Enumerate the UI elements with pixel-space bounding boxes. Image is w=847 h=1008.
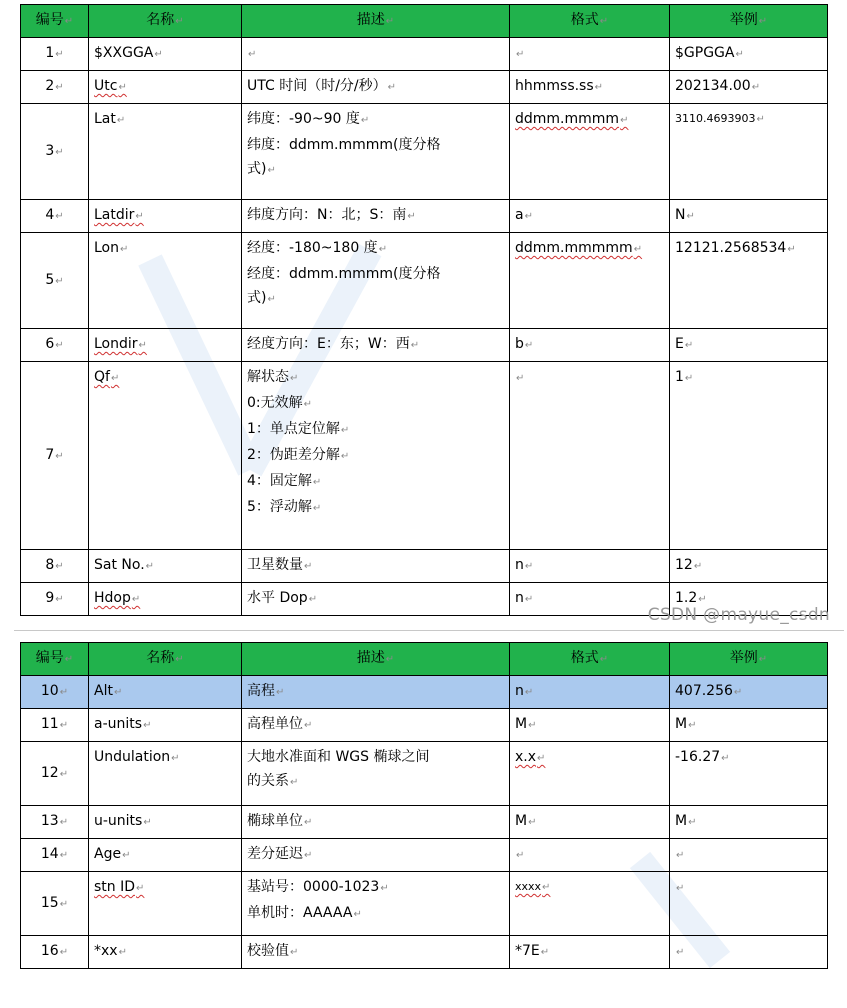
table-row bbox=[21, 872, 828, 936]
table-row bbox=[21, 550, 828, 583]
field-name: Londir ↵ bbox=[89, 329, 242, 362]
header-cell: 描述 ↵ bbox=[242, 5, 510, 38]
field-example bbox=[670, 839, 828, 872]
field-description: 卫星数量 ↵ bbox=[242, 550, 510, 583]
row-number: 9 ↵ bbox=[21, 583, 89, 616]
row-number: 12 ↵ bbox=[21, 742, 89, 806]
header-cell: 格式 ↵ bbox=[510, 643, 670, 676]
row-number: 4 ↵ bbox=[21, 200, 89, 233]
row-number: 16 ↵ bbox=[21, 936, 89, 969]
table-row bbox=[21, 839, 828, 872]
table-row bbox=[21, 329, 828, 362]
header-cell: 描述 ↵ bbox=[242, 643, 510, 676]
header-cell: 名称 ↵ bbox=[89, 5, 242, 38]
row-number: 14 ↵ bbox=[21, 839, 89, 872]
field-description: 差分延迟 ↵ bbox=[242, 839, 510, 872]
field-description: 椭球单位 ↵ bbox=[242, 806, 510, 839]
field-example: 1 ↵ bbox=[670, 362, 828, 550]
field-description: 经度：-180~180 度 ↵ 经度：ddmm.mmmm(度分格 式) ↵ bbox=[242, 233, 510, 329]
field-format: ddmm.mmmm ↵ bbox=[510, 104, 670, 200]
row-number: 3 ↵ bbox=[21, 104, 89, 200]
header-cell: 举例 ↵ bbox=[670, 643, 828, 676]
field-name: Qf ↵ bbox=[89, 362, 242, 550]
table-row bbox=[21, 936, 828, 969]
field-example: M ↵ bbox=[670, 709, 828, 742]
header-cell: 编号 ↵ bbox=[21, 643, 89, 676]
field-name: Hdop ↵ bbox=[89, 583, 242, 616]
field-name: Undulation ↵ bbox=[89, 742, 242, 806]
field-format: M ↵ bbox=[510, 806, 670, 839]
field-name: Lon ↵ bbox=[89, 233, 242, 329]
row-number: 15 ↵ bbox=[21, 872, 89, 936]
field-name: u-units ↵ bbox=[89, 806, 242, 839]
field-description: 纬度：-90~90 度 ↵ 纬度：ddmm.mmmm(度分格 式) ↵ bbox=[242, 104, 510, 200]
row-number: 10 ↵ bbox=[21, 676, 89, 709]
nmea-gga-table-part2 bbox=[20, 642, 828, 969]
header-cell: 编号 ↵ bbox=[21, 5, 89, 38]
row-number: 2 ↵ bbox=[21, 71, 89, 104]
row-number: 13 ↵ bbox=[21, 806, 89, 839]
field-description bbox=[242, 38, 510, 71]
field-example: M ↵ bbox=[670, 806, 828, 839]
table-row bbox=[21, 71, 828, 104]
table-row bbox=[21, 233, 828, 329]
field-example: 202134.00 ↵ bbox=[670, 71, 828, 104]
csdn-watermark: CSDN @mayue_csdn bbox=[647, 605, 830, 625]
field-format: ddmm.mmmmm ↵ bbox=[510, 233, 670, 329]
field-name: Utc ↵ bbox=[89, 71, 242, 104]
field-example: 3110.4693903 ↵ bbox=[670, 104, 828, 200]
nmea-gga-table-part1 bbox=[20, 4, 828, 616]
table-row-highlighted bbox=[21, 676, 828, 709]
field-description: 水平 Dop ↵ bbox=[242, 583, 510, 616]
field-example: N ↵ bbox=[670, 200, 828, 233]
field-description: 校验值 ↵ bbox=[242, 936, 510, 969]
field-description: UTC 时间（时/分/秒） ↵ bbox=[242, 71, 510, 104]
field-description: 基站号：0000-1023 ↵ 单机时：AAAAA ↵ bbox=[242, 872, 510, 936]
table-row bbox=[21, 806, 828, 839]
row-number: 6 ↵ bbox=[21, 329, 89, 362]
field-description: 解状态 ↵ 0:无效解 ↵ 1：单点定位解 ↵ 2：伪距差分解 ↵ 4：固定解 ↵ 5：浮动解 ↵ bbox=[242, 362, 510, 550]
table-row bbox=[21, 742, 828, 806]
field-format: hhmmss.ss ↵ bbox=[510, 71, 670, 104]
header-cell: 名称 ↵ bbox=[89, 643, 242, 676]
field-example: -16.27 ↵ bbox=[670, 742, 828, 806]
row-number: 5 ↵ bbox=[21, 233, 89, 329]
table-row bbox=[21, 709, 828, 742]
row-number: 11 ↵ bbox=[21, 709, 89, 742]
table-row bbox=[21, 200, 828, 233]
field-example: $GPGGA ↵ bbox=[670, 38, 828, 71]
field-format: n ↵ bbox=[510, 676, 670, 709]
field-format bbox=[510, 839, 670, 872]
table-row bbox=[21, 104, 828, 200]
field-example bbox=[670, 936, 828, 969]
field-name: Alt ↵ bbox=[89, 676, 242, 709]
field-format: M ↵ bbox=[510, 709, 670, 742]
field-format: b ↵ bbox=[510, 329, 670, 362]
field-format bbox=[510, 38, 670, 71]
header-cell: 格式 ↵ bbox=[510, 5, 670, 38]
field-format: *7E ↵ bbox=[510, 936, 670, 969]
field-format: x.x ↵ bbox=[510, 742, 670, 806]
field-example: 1.2 ↵ bbox=[670, 583, 828, 616]
field-description: 纬度方向：N：北；S：南 ↵ bbox=[242, 200, 510, 233]
field-name: $XXGGA ↵ bbox=[89, 38, 242, 71]
field-format: a ↵ bbox=[510, 200, 670, 233]
field-name: stn ID ↵ bbox=[89, 872, 242, 936]
field-name: Age ↵ bbox=[89, 839, 242, 872]
field-format: xxxx ↵ bbox=[510, 872, 670, 936]
header-cell: 举例 ↵ bbox=[670, 5, 828, 38]
table-row bbox=[21, 38, 828, 71]
field-name: Lat ↵ bbox=[89, 104, 242, 200]
field-format: n ↵ bbox=[510, 583, 670, 616]
field-description: 高程 ↵ bbox=[242, 676, 510, 709]
table-row bbox=[21, 362, 828, 550]
field-description: 高程单位 ↵ bbox=[242, 709, 510, 742]
field-format: n ↵ bbox=[510, 550, 670, 583]
row-number: 7 ↵ bbox=[21, 362, 89, 550]
field-name: a-units ↵ bbox=[89, 709, 242, 742]
field-name: *xx ↵ bbox=[89, 936, 242, 969]
field-description: 大地水准面和 WGS 椭球之间 的关系 ↵ bbox=[242, 742, 510, 806]
table-header-row bbox=[21, 643, 828, 676]
field-format bbox=[510, 362, 670, 550]
field-example bbox=[670, 872, 828, 936]
row-number: 1 ↵ bbox=[21, 38, 89, 71]
field-example: 12 ↵ bbox=[670, 550, 828, 583]
page-break-divider bbox=[14, 630, 844, 635]
table-header-row bbox=[21, 5, 828, 38]
field-name: Sat No. ↵ bbox=[89, 550, 242, 583]
field-example: E ↵ bbox=[670, 329, 828, 362]
field-description: 经度方向：E：东；W：西 ↵ bbox=[242, 329, 510, 362]
field-example: 407.256 ↵ bbox=[670, 676, 828, 709]
field-example: 12121.2568534 ↵ bbox=[670, 233, 828, 329]
row-number: 8 ↵ bbox=[21, 550, 89, 583]
field-name: Latdir ↵ bbox=[89, 200, 242, 233]
